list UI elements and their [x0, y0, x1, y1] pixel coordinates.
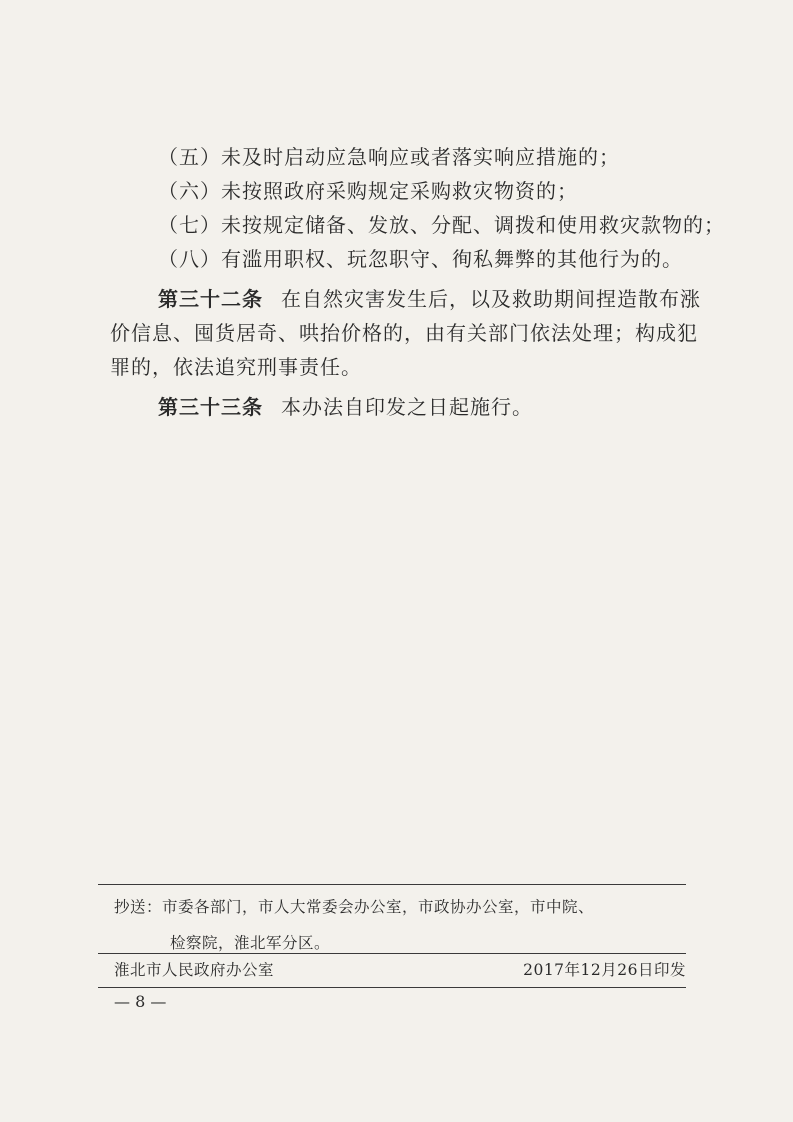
- cc-line-2: 检察院，淮北军分区。: [170, 934, 331, 952]
- document-body: [110, 140, 725, 424]
- article-32-text-1: 在自然灾害发生后，以及救助期间捏造散布涨: [281, 287, 701, 311]
- article-32-line-3: 罪的，依法追究刑事责任。: [110, 355, 362, 379]
- issuer-row: [114, 958, 686, 982]
- article-32: [110, 282, 710, 384]
- article-32-line-2: 价信息、囤货居奇、哄抬价格的，由有关部门依法处理；构成犯: [110, 321, 698, 345]
- article-33-text: 本办法自印发之日起施行。: [281, 395, 533, 419]
- list-item-6: （六）未按照政府采购规定采购救灾物资的；: [158, 179, 578, 203]
- article-32-line-1: [110, 282, 710, 316]
- article-33: [110, 390, 710, 424]
- list-item-8: （八）有滥用职权、玩忽职守、徇私舞弊的其他行为的。: [158, 247, 683, 271]
- footer-top-rule: [98, 884, 686, 885]
- list-item-5: （五）未及时启动应急响应或者落实响应措施的；: [158, 145, 620, 169]
- article-33-heading: 第三十三条: [158, 395, 263, 419]
- issue-date: 2017年12月26日印发: [523, 961, 686, 979]
- list-item-7: （七）未按规定储备、发放、分配、调拨和使用救灾款物的；: [158, 213, 725, 237]
- article-33-line: [110, 390, 710, 424]
- page-number: — 8 —: [114, 992, 167, 1011]
- cc-line-1: 抄送：市委各部门，市人大常委会办公室，市政协办公室，市中院、: [114, 898, 595, 916]
- footer-bottom-rule: [98, 987, 686, 988]
- cc-list: [114, 889, 694, 961]
- issuer-name: 淮北市人民政府办公室: [114, 961, 275, 979]
- article-32-heading: 第三十二条: [158, 287, 263, 311]
- footer-middle-rule: [98, 953, 686, 954]
